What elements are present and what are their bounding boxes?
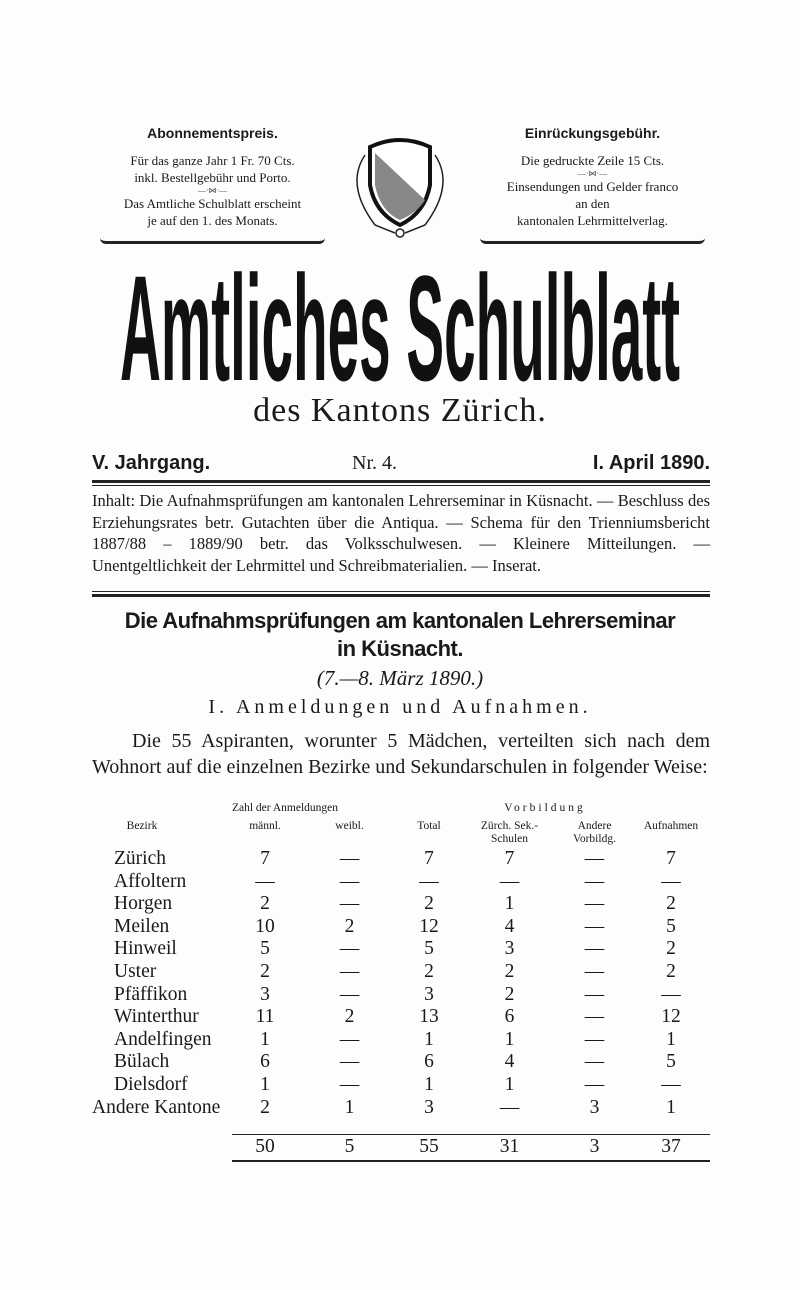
table-cell: 7 <box>666 848 676 869</box>
column-header: Bezirk <box>126 820 158 832</box>
table-cell: — <box>255 870 275 892</box>
subscription-price: Für das ganze Jahr 1 Fr. 70 Cts. <box>130 153 295 168</box>
table-cell: 1 <box>666 1096 676 1118</box>
table-cell: 2 <box>260 893 270 915</box>
table-cell: — <box>584 1074 605 1095</box>
table-cell: — <box>339 893 360 915</box>
issue-number: Nr. 4. <box>352 452 397 474</box>
table-cell: 7 <box>504 848 515 869</box>
district-name: Uster <box>114 961 157 982</box>
divider <box>92 485 710 486</box>
column-header: Aufnahmen <box>643 820 699 832</box>
table-cell: 4 <box>504 1051 515 1073</box>
table-cell: 6 <box>260 1051 270 1073</box>
article-heading-2: in Küsnacht. <box>336 636 463 661</box>
table-cell: 4 <box>504 915 515 937</box>
issue-volume: V. Jahrgang. <box>92 452 211 474</box>
table-cell: — <box>499 870 520 892</box>
table-row <box>92 938 710 961</box>
subscription-heading: Abonnementspreis. <box>147 125 278 141</box>
table-row <box>92 916 710 939</box>
column-header: männl. <box>249 820 281 832</box>
column-header: Total <box>417 820 441 832</box>
submission-address: kantonalen Lehrmittelverlag. <box>517 213 668 228</box>
table-cell: — <box>584 1051 605 1073</box>
table-cell: — <box>584 893 605 915</box>
table-cell: — <box>339 983 360 1005</box>
table-cell: 31 <box>499 1136 520 1157</box>
table-row <box>92 1051 710 1074</box>
district-name: Bülach <box>114 1051 170 1073</box>
table-cell: — <box>584 915 605 937</box>
table-cell: 2 <box>260 961 270 982</box>
table-cell: 2 <box>424 961 434 982</box>
table-cell: 2 <box>344 915 355 937</box>
table-cell: 5 <box>344 1136 355 1157</box>
table-cell: 11 <box>255 1006 275 1028</box>
group-header-prior-education: Vorbildung <box>504 802 586 814</box>
table-cell: 10 <box>255 915 275 937</box>
table-cell: 50 <box>255 1136 275 1157</box>
table-cell: — <box>339 938 360 960</box>
table-row <box>92 893 710 916</box>
sum-line <box>232 1134 710 1135</box>
table-cell: 12 <box>419 915 439 937</box>
table-row <box>92 1074 710 1097</box>
table-cell: 3 <box>424 983 434 1005</box>
table-row <box>92 1006 710 1029</box>
brace-divider <box>100 233 325 244</box>
publication-schedule: je auf den 1. des Monats. <box>147 213 278 228</box>
district-name: Meilen <box>114 915 170 937</box>
table-cell: — <box>661 983 681 1005</box>
table-cell: 3 <box>589 1136 600 1157</box>
table-cell: — <box>499 1096 520 1118</box>
issue-date: I. April 1890. <box>592 452 710 474</box>
table-cell: 7 <box>260 848 270 869</box>
sum-line-bottom <box>232 1160 710 1162</box>
table-cell: 1 <box>344 1096 355 1118</box>
table-cell: 1 <box>504 1028 515 1050</box>
table-cell: — <box>584 961 605 982</box>
newspaper-title-text: Amtliches Schulblatt <box>120 262 680 392</box>
table-row <box>92 961 710 984</box>
district-name: Zürich <box>114 848 166 869</box>
table-cell: 3 <box>589 1096 600 1118</box>
table-cell: — <box>584 848 605 869</box>
table-cell: 5 <box>666 915 676 937</box>
article-heading: Die Aufnahmsprüfungen am kantonalen Lehrerseminar <box>124 608 676 633</box>
subscription-box <box>100 125 325 244</box>
table-cell: 1 <box>666 1028 676 1050</box>
table-cell: — <box>339 1028 360 1050</box>
advertising-heading: Einrückungsgebühr. <box>524 125 661 141</box>
submission-note-2: an den <box>575 196 610 211</box>
subscription-note: inkl. Bestellgebühr und Porto. <box>134 170 291 185</box>
column-header: Zürch. Sek.- Schulen <box>480 820 539 845</box>
table-cell: 3 <box>424 1096 434 1118</box>
table-cell: 1 <box>424 1028 434 1050</box>
table-cell: — <box>339 870 360 892</box>
table-cell: — <box>339 1051 360 1073</box>
table-cell: 2 <box>666 961 676 982</box>
table-cell: 1 <box>260 1074 270 1095</box>
ornament: —·⋈·— <box>197 186 228 195</box>
table-cell: 1 <box>504 1074 515 1095</box>
district-name: Hinweil <box>114 938 177 960</box>
district-name: Pfäffikon <box>114 983 188 1005</box>
table-cell: — <box>584 983 605 1005</box>
table-cell: — <box>584 938 605 960</box>
table-cell: — <box>661 1074 681 1095</box>
table-cell: 55 <box>419 1136 439 1157</box>
table-cell: 2 <box>504 961 515 982</box>
table-cell: — <box>339 848 360 869</box>
section-heading: I. Anmeldungen und Aufnahmen. <box>208 696 592 718</box>
publication-note: Das Amtliche Schulblatt erscheint <box>123 196 302 211</box>
table-cell: 7 <box>424 848 434 869</box>
table-cell: — <box>584 1006 605 1028</box>
district-name: Horgen <box>114 893 173 915</box>
advertising-price: Die gedruckte Zeile 15 Cts. <box>520 153 665 168</box>
table-cell: 2 <box>666 893 676 915</box>
table-cell: 5 <box>260 938 270 960</box>
district-name: Andelfingen <box>114 1028 212 1050</box>
table-cell: 3 <box>504 938 515 960</box>
brace-divider <box>480 233 705 244</box>
newspaper-subtitle: des Kantons Zürich. <box>253 392 547 429</box>
totals-row <box>92 1136 710 1159</box>
district-name: Affoltern <box>114 870 187 892</box>
table-cell: — <box>661 870 681 892</box>
table-cell: — <box>584 870 605 892</box>
table-cell: 12 <box>661 1006 681 1028</box>
table-cell: 1 <box>424 1074 434 1095</box>
table-row <box>92 1029 710 1052</box>
table-of-contents: Inhalt: Die Aufnahmsprüfungen am kantonalen Lehrerseminar in Küsnacht. — Beschluss des Erziehungsrates betr. Gutachten über die Antiqua. — Schema für den Trienniumsbericht 1887/88 – 1889/90 betr. das Volksschulwesen. — Kleinere Mitteilungen. — Unentgeltlichkeit der Lehrmittel und Schreibmaterialien. — Inserat. <box>92 491 710 575</box>
district-name: Andere Kantone <box>92 1096 221 1118</box>
table-cell: 2 <box>504 983 515 1005</box>
article-paragraph: Die 55 Aspiranten, worunter 5 Mädchen, verteilten sich nach dem Wohnort auf die einzelnen Bezirke und Sekundarschulen in folgender Weise: <box>92 730 710 778</box>
district-name: Dielsdorf <box>114 1074 188 1095</box>
district-name: Winterthur <box>114 1006 199 1028</box>
divider <box>92 594 710 597</box>
table-row <box>92 984 710 1007</box>
advertising-box <box>480 125 705 244</box>
table-cell: — <box>339 1074 360 1095</box>
group-header-registrations: Zahl der Anmeldungen <box>231 802 339 814</box>
ornament: —·⋈·— <box>577 169 608 178</box>
article-dateline: (7.—8. März 1890.) <box>316 666 484 690</box>
column-header: Andere Vorbildg. <box>573 820 616 845</box>
table-cell: 5 <box>424 938 434 960</box>
table-cell: 1 <box>504 893 515 915</box>
zurich-coat-of-arms-icon <box>325 125 475 240</box>
column-header: weibl. <box>335 820 364 832</box>
table-cell: 2 <box>260 1096 270 1118</box>
table-cell: 6 <box>504 1006 515 1028</box>
table-cell: 2 <box>344 1006 355 1028</box>
table-cell: 37 <box>661 1136 681 1157</box>
table-row <box>92 848 710 871</box>
table-cell: 5 <box>666 1051 676 1073</box>
table-cell: 2 <box>666 938 676 960</box>
table-cell: 13 <box>419 1006 439 1028</box>
table-cell: 3 <box>260 983 270 1005</box>
divider <box>92 591 710 592</box>
table-cell: — <box>419 870 439 892</box>
table-cell: 2 <box>424 893 434 915</box>
table-cell: 1 <box>260 1028 270 1050</box>
table-cell: — <box>339 961 360 982</box>
table-cell: 6 <box>424 1051 434 1073</box>
table-row <box>92 871 710 894</box>
newspaper-title <box>120 262 680 392</box>
divider <box>92 480 710 483</box>
table-row <box>92 1097 710 1120</box>
submission-note: Einsendungen und Gelder franco <box>506 179 679 194</box>
table-cell: — <box>584 1028 605 1050</box>
